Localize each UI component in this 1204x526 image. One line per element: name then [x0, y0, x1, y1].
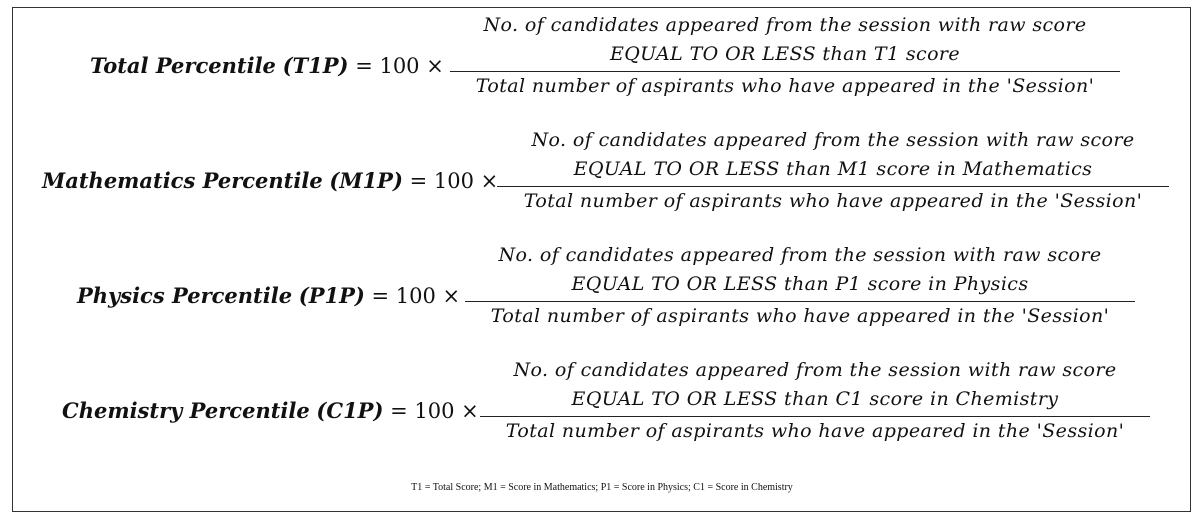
numerator-line-1: No. of candidates appeared from the session with raw score [513, 359, 1117, 381]
formula-equals: = 100 × [355, 54, 444, 78]
formula-name: Chemistry Percentile [62, 398, 310, 423]
formula-physics-percentile [0, 230, 1204, 330]
denominator: Total number of aspirants who have appeared in the 'Session' [490, 305, 1110, 327]
numerator-line-1: No. of candidates appeared from the session with raw score [531, 129, 1135, 151]
formula-equals: = 100 × [371, 284, 461, 308]
formula-equals: = 100 × [409, 169, 499, 193]
formula-name: Physics Percentile [77, 283, 293, 308]
formula-lhs [42, 168, 498, 194]
formula-mathematics-percentile [0, 115, 1204, 215]
score-legend: T1 = Total Score; M1 = Score in Mathematics; P1 = Score in Physics; C1 = Score in Chemistry [411, 482, 793, 493]
formula-equals: = 100 × [390, 399, 479, 423]
formula-lhs [90, 53, 444, 79]
formula-lhs [62, 398, 479, 424]
formula-chemistry-percentile [0, 345, 1204, 445]
formula-abbr: (C1P) [316, 398, 384, 423]
fraction-bar [450, 71, 1120, 72]
formula-name: Mathematics Percentile [42, 168, 323, 193]
numerator-line-2: EQUAL TO OR LESS than C1 score in Chemistry [571, 388, 1059, 410]
numerator-line-2: EQUAL TO OR LESS than M1 score in Mathematics [573, 158, 1093, 180]
fraction-bar [497, 186, 1169, 187]
formula-abbr: (P1P) [298, 283, 365, 308]
denominator: Total number of aspirants who have appeared in the 'Session' [475, 75, 1095, 97]
formula-total-percentile [0, 0, 1204, 100]
formula-abbr: (M1P) [329, 168, 403, 193]
denominator: Total number of aspirants who have appeared in the 'Session' [505, 420, 1125, 442]
formula-name: Total Percentile [90, 53, 276, 78]
numerator-line-1: No. of candidates appeared from the session with raw score [498, 244, 1102, 266]
formula-abbr: (T1P) [282, 53, 349, 78]
fraction-bar [465, 301, 1135, 302]
numerator-line-2: EQUAL TO OR LESS than T1 score [609, 43, 961, 65]
formula-lhs [77, 283, 460, 309]
numerator-line-1: No. of candidates appeared from the session with raw score [483, 14, 1087, 36]
denominator: Total number of aspirants who have appeared in the 'Session' [523, 190, 1143, 212]
fraction-bar [480, 416, 1150, 417]
numerator-line-2: EQUAL TO OR LESS than P1 score in Physics [571, 273, 1029, 295]
